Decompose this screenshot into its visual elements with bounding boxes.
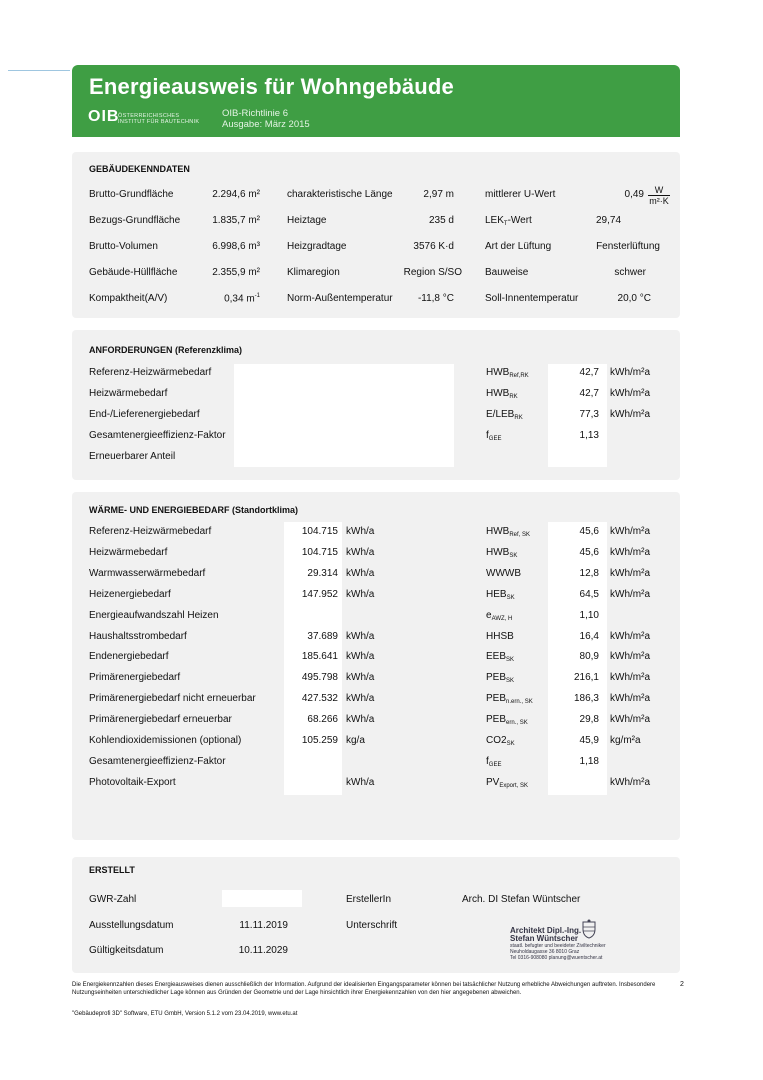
demand-amount: 185.641 xyxy=(301,651,338,663)
created-section xyxy=(72,857,680,973)
value-reference-floor-area: 1.835,7 m² xyxy=(212,215,260,226)
label-gross-volume: Brutto-Volumen xyxy=(89,241,158,252)
software-note: "Gebäudeprofi 3D" Software, ETU GmbH, Version 5.1.2 vom 23.04.2019, www.etu.at xyxy=(72,1011,298,1017)
demand-unit: kWh/m²a xyxy=(610,672,650,684)
demand-label: Primärenergiebedarf nicht erneuerbar xyxy=(89,693,256,705)
disclaimer-note: Die Energiekennzahlen dieses Energieausweises dienen ausschließlich der Information. Aufgrund der idealisierten Eingangsparameter können bei tatsächlicher Nutzung erhebliche Abweichungen auftreten. Insbesondere Nutzungseinheiten unterschiedlicher Lage können aus Gründen der Geometrie und der Lage hinsichtlich ihrer Energiekennzahlen von den hier angegebenen abweichen. xyxy=(72,982,656,996)
label-u-value: mittlerer U-Wert xyxy=(485,189,556,200)
label-ventilation: Art der Lüftung xyxy=(485,241,552,252)
label-climate-region: Klimaregion xyxy=(287,267,340,278)
requirement-value: 42,7 xyxy=(579,367,599,378)
section-title: GEBÄUDEKENNDATEN xyxy=(89,164,190,174)
requirement-label: Erneuerbarer Anteil xyxy=(89,451,176,462)
demand-value: 216,1 xyxy=(573,672,599,684)
indicator-code: $E/LEB_{RK}$ xyxy=(486,409,523,421)
demand-value: 64,5 xyxy=(579,588,599,600)
demand-amount-unit: kWh/a xyxy=(346,526,375,537)
demand-label: Primärenergiebedarf xyxy=(89,672,181,684)
demand-amount: 29.314 xyxy=(307,567,338,579)
demand-label: Haushaltsstrombedarf xyxy=(89,630,187,642)
indicator-code: $PEB_{SK}$ xyxy=(486,672,515,685)
value-gross-floor-area: 2.294,6 m² xyxy=(212,189,260,200)
indicator-code: $f_{GEE}$ xyxy=(486,755,502,768)
demand-value: 1,10 xyxy=(579,609,599,621)
label-heating-days: Heiztage xyxy=(287,215,327,226)
demand-amount: 104.715 xyxy=(301,546,338,558)
demand-amount-unit: kWh/a xyxy=(346,714,375,726)
value-u-value: 0,49 xyxy=(624,189,644,200)
label-envelope-area: Gebäude-Hüllfläche xyxy=(89,267,178,278)
demand-value: 80,9 xyxy=(579,651,599,663)
label-signature: Unterschrift xyxy=(346,920,398,931)
indicator-code: $f_{GEE}$ xyxy=(486,430,502,442)
label-issue-date: Ausstellungsdatum xyxy=(89,920,174,931)
requirement-value: 42,7 xyxy=(579,388,599,399)
guideline: OIB-Richtlinie 6 xyxy=(222,108,288,119)
demand-value: 29,8 xyxy=(579,714,599,726)
demand-section xyxy=(72,492,680,840)
demand-unit: kWh/m²a xyxy=(610,693,650,705)
edition: Ausgabe: März 2015 xyxy=(222,119,310,130)
section-title: ERSTELLT xyxy=(89,865,135,875)
requirement-unit: kWh/m²a xyxy=(610,409,650,420)
indicator-code: $EEB_{SK}$ xyxy=(486,651,515,664)
value-lek: 29,74 xyxy=(596,215,622,226)
value-characteristic-length: 2,97 m xyxy=(423,189,454,200)
demand-amount-unit: kWh/a xyxy=(346,630,375,642)
indicator-code: $HEB_{SK}$ xyxy=(486,588,515,601)
demand-amount-unit: kWh/a xyxy=(346,693,375,705)
document-title: Energieausweis für Wohngebäude xyxy=(89,74,454,99)
indicator-code: $PEB_{n.ern., SK}$ xyxy=(486,693,533,706)
document-header xyxy=(72,65,680,137)
value-climate-region: Region S/SO xyxy=(403,267,462,278)
demand-amount: 427.532 xyxy=(301,693,338,705)
demand-unit: kWh/m²a xyxy=(610,588,650,600)
label-compactness: Kompaktheit(A/V) xyxy=(89,293,168,304)
demand-unit: kWh/m²a xyxy=(610,567,650,579)
demand-amount: 105.259 xyxy=(301,735,338,746)
label-design-outdoor-temp: Norm-Außentemperatur xyxy=(287,293,393,304)
oib-logo: OIB xyxy=(88,108,120,125)
demand-amount: 37.689 xyxy=(307,630,338,642)
requirement-unit: kWh/m²a xyxy=(610,388,650,399)
demand-amount-unit: kg/a xyxy=(346,735,365,746)
scan-line xyxy=(8,70,70,71)
demand-value: 1,18 xyxy=(579,755,599,767)
requirements-blank-area xyxy=(234,364,454,467)
u-value-unit: $\frac{W}{\text{m²·K}}$ xyxy=(649,185,669,206)
demand-label: Gesamtenergieeffizienz-Faktor xyxy=(89,755,226,767)
value-target-indoor-temp: 20,0 °C xyxy=(617,293,651,304)
building-data-section xyxy=(72,152,680,318)
label-construction: Bauweise xyxy=(485,267,529,278)
demand-label: Heizenergiebedarf xyxy=(89,588,171,600)
demand-amount-unit: kWh/a xyxy=(346,672,375,684)
demand-amount: 147.952 xyxy=(301,588,338,600)
demand-amount: 68.266 xyxy=(307,714,338,726)
indicator-code: $HWB_{Ref,RK}$ xyxy=(486,367,529,379)
indicator-code: WWWB xyxy=(486,567,521,579)
oib-logo-text: ÖSTERREICHISCHES INSTITUT FÜR BAUTECHNIK xyxy=(118,113,200,125)
value-heating-days: 235 d xyxy=(428,215,454,226)
value-valid-date: 10.11.2029 xyxy=(238,945,288,956)
indicator-code: $PV_{Export, SK}$ xyxy=(486,776,529,789)
requirement-label: Gesamtenergieeffizienz-Faktor xyxy=(89,430,226,441)
value-design-outdoor-temp: -11,8 °C xyxy=(417,293,454,304)
demand-label: Energieaufwandszahl Heizen xyxy=(89,609,219,621)
demand-label: Kohlendioxidemissionen (optional) xyxy=(89,735,242,746)
demand-unit: kWh/m²a xyxy=(610,651,650,663)
value-issue-date: 11.11.2019 xyxy=(239,920,288,931)
requirement-value: 1,13 xyxy=(579,430,599,441)
demand-value: 16,4 xyxy=(579,630,599,642)
label-gross-floor-area: Brutto-Grundfläche xyxy=(89,189,174,200)
label-lek: $LEK_T$-Wert xyxy=(485,215,532,227)
requirement-value: 77,3 xyxy=(579,409,599,420)
indicator-code: $CO2_{SK}$ xyxy=(486,735,515,747)
requirements-section xyxy=(72,330,680,480)
value-gwr xyxy=(222,890,302,907)
label-gwr: GWR-Zahl xyxy=(89,894,137,905)
demand-unit: kWh/m²a xyxy=(610,546,650,558)
demand-label: Warmwasserwärmebedarf xyxy=(89,567,206,579)
indicator-code: $PEB_{ern., SK}$ xyxy=(486,714,528,727)
value-creator: Arch. DI Stefan Wüntscher xyxy=(462,894,581,905)
demand-label: Heizwärmebedarf xyxy=(89,546,168,558)
value-envelope-area: 2.355,9 m² xyxy=(212,267,260,278)
label-target-indoor-temp: Soll-Innentemperatur xyxy=(485,293,579,304)
demand-label: Endenergiebedarf xyxy=(89,651,169,663)
label-characteristic-length: charakteristische Länge xyxy=(287,189,393,200)
indicator-code: $HWB_{Ref, SK}$ xyxy=(486,526,531,538)
demand-label: Photovoltaik-Export xyxy=(89,776,176,788)
value-gross-volume: 6.998,6 m³ xyxy=(212,241,260,252)
demand-amount-unit: kWh/a xyxy=(346,651,375,663)
requirement-label: Heizwärmebedarf xyxy=(89,388,168,399)
demand-unit: kWh/m²a xyxy=(610,526,650,537)
signature-stamp: Architekt Dipl.-Ing. Stefan Wüntscher staatl. befugter und beeideter Ziviltechniker Neuholdaugasse 36 8010 Graz Tel 0316-908080 planung@wuentscher.at xyxy=(510,926,606,961)
demand-value: 45,9 xyxy=(579,735,599,746)
page-number: 2 xyxy=(680,981,684,988)
demand-amount-unit: kWh/a xyxy=(346,546,375,558)
value-heating-degree-days: 3576 K·d xyxy=(413,241,454,252)
demand-unit: kWh/m²a xyxy=(610,630,650,642)
requirement-unit: kWh/m²a xyxy=(610,367,650,378)
indicator-code: $HWB_{RK}$ xyxy=(486,388,518,400)
demand-amount: 495.798 xyxy=(301,672,338,684)
label-creator: ErstellerIn xyxy=(346,894,392,905)
demand-amount-unit: kWh/a xyxy=(346,776,375,788)
demand-unit: kWh/m²a xyxy=(610,714,650,726)
demand-unit: kg/m²a xyxy=(610,735,641,746)
demand-label: Primärenergiebedarf erneuerbar xyxy=(89,714,232,726)
demand-amount-unit: kWh/a xyxy=(346,567,375,579)
guideline-info xyxy=(222,108,310,130)
demand-amount: 104.715 xyxy=(301,526,338,537)
indicator-code: $HWB_{SK}$ xyxy=(486,546,518,559)
indicator-code: HHSB xyxy=(486,630,514,642)
label-heating-degree-days: Heizgradtage xyxy=(287,241,347,252)
label-reference-floor-area: Bezugs-Grundfläche xyxy=(89,215,181,226)
coat-of-arms-icon xyxy=(580,919,598,939)
demand-value: 186,3 xyxy=(573,693,599,705)
demand-value: 45,6 xyxy=(579,546,599,558)
demand-amount-unit: kWh/a xyxy=(346,588,375,600)
demand-label: Referenz-Heizwärmebedarf xyxy=(89,526,212,537)
value-ventilation: Fensterlüftung xyxy=(596,241,660,252)
label-valid-date: Gültigkeitsdatum xyxy=(89,945,164,956)
requirement-label: End-/Lieferenergiebedarf xyxy=(89,409,200,420)
requirement-label: Referenz-Heizwärmebedarf xyxy=(89,367,212,378)
section-title: WÄRME- UND ENERGIEBEDARF (Standortklima) xyxy=(89,505,299,515)
demand-value: 12,8 xyxy=(579,567,599,579)
indicator-code: $e_{AWZ, H}$ xyxy=(486,609,513,622)
value-compactness: 0,34 $m^{-1}$ xyxy=(224,293,260,305)
section-title: ANFORDERUNGEN (Referenzklima) xyxy=(89,345,243,355)
demand-unit: kWh/m²a xyxy=(610,776,650,788)
value-construction: schwer xyxy=(614,267,646,278)
demand-value: 45,6 xyxy=(579,526,599,537)
